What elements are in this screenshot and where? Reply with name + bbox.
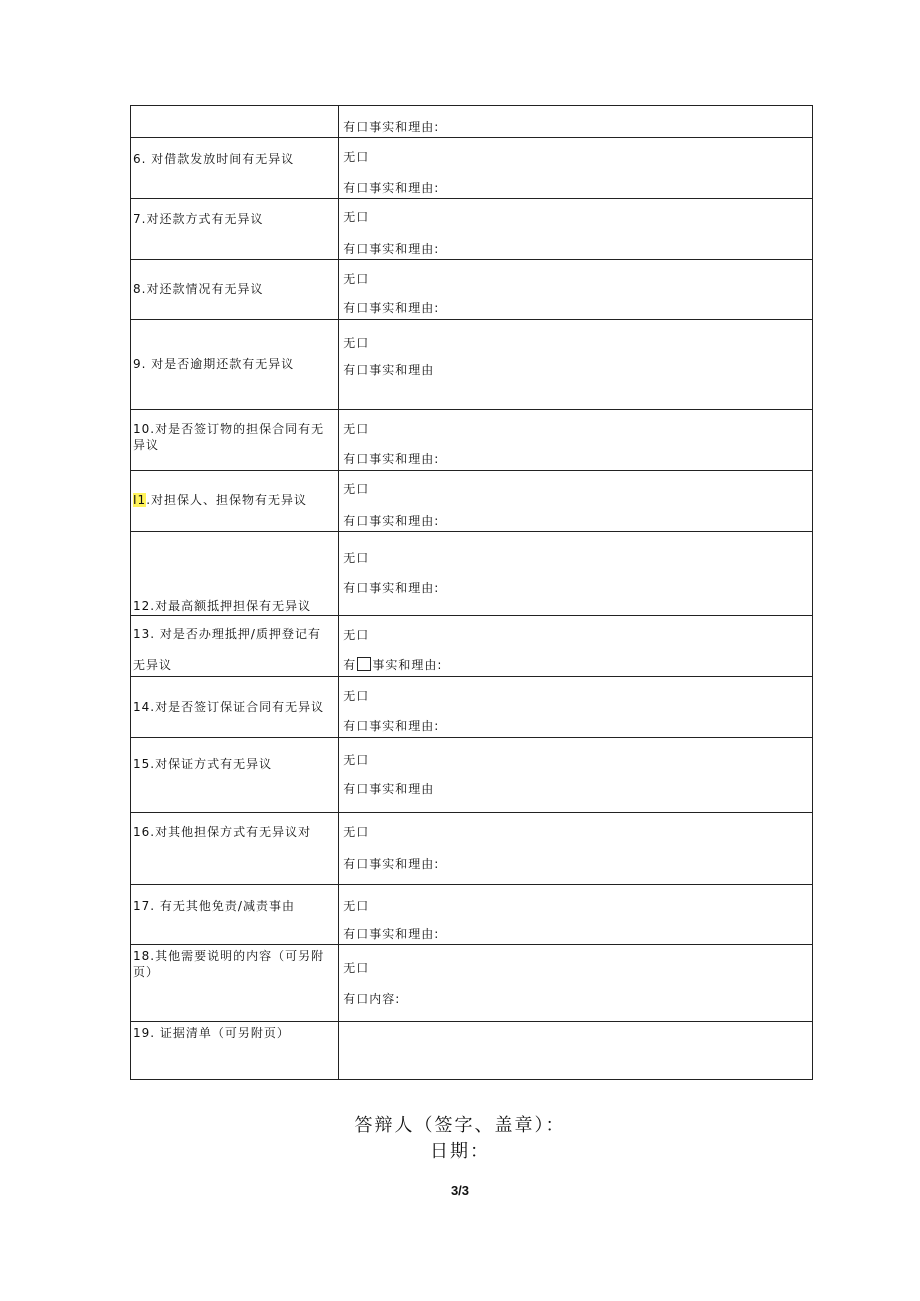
question-cell	[131, 199, 339, 260]
question-cell	[131, 410, 339, 471]
question-label: 18.其他需要说明的内容（可另附页）	[133, 949, 325, 979]
option-no: 无口	[343, 482, 370, 496]
option-no: 无口	[343, 689, 370, 703]
table-row	[131, 813, 813, 885]
page-number: 3/3	[450, 1183, 470, 1198]
answer-cell	[339, 320, 813, 410]
question-cell	[131, 260, 339, 320]
table-row	[131, 677, 813, 738]
answer-cell	[339, 813, 813, 885]
option-yes-reason: 有口事实和理由	[343, 363, 435, 377]
question-cell	[131, 532, 339, 616]
answer-cell	[339, 410, 813, 471]
option-no: 无口	[343, 899, 370, 913]
answer-cell	[339, 532, 813, 616]
highlighted-number: I1	[133, 493, 147, 507]
question-cell	[131, 813, 339, 885]
question-label: 16.对其他担保方式有无异议对	[133, 825, 312, 839]
table-row	[131, 1022, 813, 1080]
table-row	[131, 532, 813, 616]
table-row	[131, 616, 813, 677]
option-no: 无口	[343, 825, 370, 839]
question-text: .对担保人、担保物有无异议	[146, 493, 308, 507]
question-cell	[131, 738, 339, 813]
question-cell	[131, 677, 339, 738]
option-yes-reason: 有口事实和理由:	[343, 927, 440, 941]
answer-cell	[339, 260, 813, 320]
option-yes-reason: 有口事实和理由:	[343, 581, 440, 595]
question-cell	[131, 320, 339, 410]
table-row	[131, 885, 813, 945]
option-no: 无口	[343, 628, 370, 642]
option-yes-text: 有	[343, 658, 357, 672]
option-no: 无口	[343, 551, 370, 565]
question-label: 17. 有无其他免责/减责事由	[133, 899, 295, 913]
question-cell	[131, 138, 339, 199]
question-cell	[131, 471, 339, 532]
answer-cell	[339, 945, 813, 1022]
option-yes-reason: 有口事实和理由:	[343, 514, 440, 528]
option-no: 无口	[343, 336, 370, 350]
answer-cell	[339, 616, 813, 677]
question-label: 12.对最高额抵押担保有无异议	[133, 599, 312, 613]
answer-cell	[339, 1022, 813, 1080]
option-yes-reason: 有口事实和理由:	[343, 181, 440, 195]
table-row	[131, 199, 813, 260]
date-line: 日期：	[430, 1141, 490, 1162]
answer-cell	[339, 738, 813, 813]
answer-cell	[339, 199, 813, 260]
table-row	[131, 410, 813, 471]
table-row	[131, 320, 813, 410]
question-label: 14.对是否签订保证合同有无异议	[133, 700, 325, 714]
signer-line: 答辩人（签字、盖章）：	[354, 1115, 566, 1136]
question-cell	[131, 106, 339, 138]
response-form-table	[130, 105, 813, 1080]
option-yes-reason: 有口事实和理由:	[343, 120, 440, 134]
table-row	[131, 106, 813, 138]
option-no: 无口	[343, 210, 370, 224]
checkbox-icon	[357, 657, 371, 671]
question-label: 19. 证据清单（可另附页）	[133, 1026, 290, 1040]
table-row	[131, 945, 813, 1022]
answer-cell	[339, 885, 813, 945]
question-label: 15.对保证方式有无异议	[133, 757, 273, 771]
option-no: 无口	[343, 753, 370, 767]
question-cell	[131, 1022, 339, 1080]
table-row	[131, 471, 813, 532]
answer-cell	[339, 106, 813, 138]
option-no: 无口	[343, 150, 370, 164]
table-row	[131, 138, 813, 199]
question-label: 7.对还款方式有无异议	[133, 212, 264, 226]
option-yes-reason: 有口事实和理由	[343, 782, 435, 796]
option-yes-reason: 有口事实和理由:	[343, 857, 440, 871]
table-row	[131, 260, 813, 320]
question-cell	[131, 945, 339, 1022]
question-label: 9. 对是否逾期还款有无异议	[133, 357, 295, 371]
option-yes-reason: 有口事实和理由:	[343, 452, 440, 466]
question-cell	[131, 616, 339, 677]
option-yes-reason: 有口事实和理由:	[343, 242, 440, 256]
option-no: 无口	[343, 422, 370, 436]
answer-cell	[339, 138, 813, 199]
option-reason-text: 事实和理由:	[372, 658, 443, 672]
table-row	[131, 738, 813, 813]
question-label-line2: 无异议	[133, 658, 173, 672]
option-yes-reason: 有口事实和理由:	[343, 301, 440, 315]
question-label: 8.对还款情况有无异议	[133, 282, 264, 296]
question-cell	[131, 885, 339, 945]
answer-cell	[339, 471, 813, 532]
question-label-line1: 13. 对是否办理抵押/质押登记有	[133, 627, 321, 641]
question-label: 10.对是否签订物的担保合同有无异议	[133, 422, 325, 452]
question-label: 6. 对借款发放时间有无异议	[133, 152, 295, 166]
option-no: 无口	[343, 272, 370, 286]
option-yes-reason	[343, 657, 442, 673]
answer-cell	[339, 677, 813, 738]
option-content: 有口内容:	[343, 992, 401, 1006]
question-label	[133, 492, 334, 508]
option-yes-reason: 有口事实和理由:	[343, 719, 440, 733]
option-no: 无口	[343, 961, 370, 975]
